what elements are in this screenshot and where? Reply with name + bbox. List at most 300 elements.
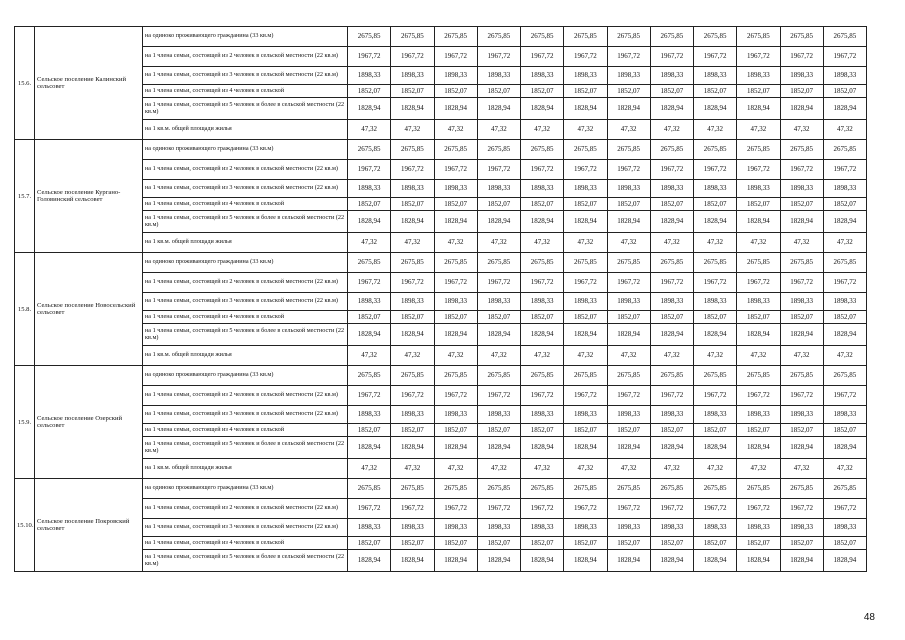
tariff-value-cell: 1898,33 bbox=[780, 406, 823, 424]
tariff-table-sheet bbox=[14, 26, 866, 572]
tariff-value-cell: 1852,07 bbox=[477, 198, 520, 211]
tariff-value-cell: 47,32 bbox=[737, 459, 780, 479]
tariff-value-cell: 1852,07 bbox=[650, 198, 693, 211]
tariff-value-cell: 1852,07 bbox=[650, 311, 693, 324]
tariff-value-cell: 1852,07 bbox=[391, 85, 434, 98]
tariff-value-cell: 47,32 bbox=[650, 233, 693, 253]
tariff-table bbox=[14, 26, 867, 572]
tariff-value-cell: 47,32 bbox=[737, 346, 780, 366]
tariff-value-cell: 1898,33 bbox=[650, 293, 693, 311]
tariff-value-cell: 2675,85 bbox=[477, 253, 520, 273]
tariff-value-cell: 1852,07 bbox=[607, 85, 650, 98]
tariff-value-cell: 1898,33 bbox=[391, 180, 434, 198]
tariff-value-cell: 47,32 bbox=[607, 233, 650, 253]
tariff-value-cell: 1967,72 bbox=[391, 499, 434, 519]
tariff-value-cell: 1898,33 bbox=[477, 180, 520, 198]
table-row bbox=[15, 366, 867, 386]
tariff-value-cell: 1852,07 bbox=[607, 537, 650, 550]
tariff-value-cell: 1967,72 bbox=[780, 47, 823, 67]
tariff-value-cell: 1852,07 bbox=[434, 537, 477, 550]
tariff-value-cell: 1967,72 bbox=[694, 386, 737, 406]
tariff-value-cell: 47,32 bbox=[521, 459, 564, 479]
tariff-value-cell: 1967,72 bbox=[434, 273, 477, 293]
tariff-value-cell: 2675,85 bbox=[737, 479, 780, 499]
tariff-value-cell: 1852,07 bbox=[348, 85, 391, 98]
category-description: на 1 члена семьи, состоящей из 3 человек в сельской местности (22 кв.м) bbox=[143, 67, 348, 85]
tariff-value-cell: 47,32 bbox=[823, 459, 866, 479]
tariff-value-cell: 1828,94 bbox=[780, 437, 823, 459]
page-number: 48 bbox=[863, 612, 875, 623]
tariff-value-cell: 2675,85 bbox=[780, 27, 823, 47]
tariff-value-cell: 1852,07 bbox=[737, 537, 780, 550]
tariff-value-cell: 47,32 bbox=[780, 120, 823, 140]
tariff-value-cell: 1898,33 bbox=[477, 406, 520, 424]
category-description: на 1 члена семьи, состоящей из 3 человек в сельской местности (22 кв.м) bbox=[143, 293, 348, 311]
tariff-value-cell: 2675,85 bbox=[434, 253, 477, 273]
tariff-value-cell: 1898,33 bbox=[564, 67, 607, 85]
tariff-value-cell: 1967,72 bbox=[391, 160, 434, 180]
tariff-value-cell: 1967,72 bbox=[564, 47, 607, 67]
tariff-value-cell: 1852,07 bbox=[694, 85, 737, 98]
tariff-value-cell: 1828,94 bbox=[434, 211, 477, 233]
tariff-value-cell: 1898,33 bbox=[650, 406, 693, 424]
tariff-value-cell: 1967,72 bbox=[650, 386, 693, 406]
category-description: на 1 члена семьи, состоящей из 2 человек в сельской местности (22 кв.м) bbox=[143, 160, 348, 180]
category-description: на 1 члена семьи, состоящей из 5 человек и более в сельской местности (22 кв.м) bbox=[143, 324, 348, 346]
tariff-value-cell: 1898,33 bbox=[564, 293, 607, 311]
tariff-value-cell: 1828,94 bbox=[564, 550, 607, 572]
tariff-value-cell: 1967,72 bbox=[694, 499, 737, 519]
category-description: на 1 члена семьи, состоящей из 2 человек в сельской местности (22 кв.м) bbox=[143, 386, 348, 406]
tariff-value-cell: 1967,72 bbox=[780, 160, 823, 180]
tariff-value-cell: 2675,85 bbox=[348, 27, 391, 47]
tariff-value-cell: 1967,72 bbox=[434, 160, 477, 180]
tariff-value-cell: 1828,94 bbox=[737, 550, 780, 572]
tariff-value-cell: 1828,94 bbox=[477, 437, 520, 459]
tariff-value-cell: 1967,72 bbox=[521, 47, 564, 67]
tariff-value-cell: 47,32 bbox=[521, 346, 564, 366]
tariff-value-cell: 1898,33 bbox=[780, 519, 823, 537]
tariff-value-cell: 2675,85 bbox=[650, 479, 693, 499]
tariff-value-cell: 1967,72 bbox=[391, 273, 434, 293]
settlement-name: Сельское поселение Покровский сельсовет bbox=[35, 479, 143, 572]
tariff-value-cell: 1898,33 bbox=[434, 519, 477, 537]
tariff-value-cell: 1828,94 bbox=[477, 550, 520, 572]
tariff-value-cell: 47,32 bbox=[348, 346, 391, 366]
tariff-value-cell: 1898,33 bbox=[823, 519, 866, 537]
tariff-value-cell: 1967,72 bbox=[564, 273, 607, 293]
tariff-value-cell: 47,32 bbox=[737, 120, 780, 140]
tariff-value-cell: 2675,85 bbox=[434, 140, 477, 160]
tariff-value-cell: 1898,33 bbox=[434, 180, 477, 198]
tariff-value-cell: 1898,33 bbox=[694, 293, 737, 311]
tariff-value-cell: 2675,85 bbox=[564, 27, 607, 47]
tariff-value-cell: 1852,07 bbox=[348, 311, 391, 324]
table-row bbox=[15, 120, 867, 140]
tariff-value-cell: 1852,07 bbox=[650, 424, 693, 437]
category-description: на 1 члена семьи, состоящей из 5 человек и более в сельской местности (22 кв.м) bbox=[143, 550, 348, 572]
tariff-value-cell: 1828,94 bbox=[694, 98, 737, 120]
tariff-value-cell: 1828,94 bbox=[434, 550, 477, 572]
tariff-value-cell: 2675,85 bbox=[521, 140, 564, 160]
tariff-value-cell: 1898,33 bbox=[477, 293, 520, 311]
tariff-value-cell: 2675,85 bbox=[477, 27, 520, 47]
tariff-value-cell: 1967,72 bbox=[477, 47, 520, 67]
category-description: на 1 члена семьи, состоящей из 5 человек и более в сельской местности (22 кв.м) bbox=[143, 98, 348, 120]
tariff-value-cell: 1967,72 bbox=[823, 160, 866, 180]
tariff-value-cell: 2675,85 bbox=[348, 140, 391, 160]
tariff-value-cell: 47,32 bbox=[348, 459, 391, 479]
tariff-value-cell: 1967,72 bbox=[823, 273, 866, 293]
tariff-value-cell: 47,32 bbox=[694, 346, 737, 366]
tariff-value-cell: 1852,07 bbox=[391, 537, 434, 550]
tariff-value-cell: 2675,85 bbox=[823, 27, 866, 47]
tariff-value-cell: 1852,07 bbox=[564, 311, 607, 324]
tariff-value-cell: 1967,72 bbox=[694, 273, 737, 293]
table-row bbox=[15, 459, 867, 479]
tariff-value-cell: 1828,94 bbox=[780, 211, 823, 233]
tariff-value-cell: 47,32 bbox=[434, 346, 477, 366]
tariff-value-cell: 1967,72 bbox=[737, 160, 780, 180]
tariff-value-cell: 1898,33 bbox=[780, 180, 823, 198]
settlement-code: 15.10. bbox=[15, 479, 35, 572]
tariff-value-cell: 1852,07 bbox=[477, 424, 520, 437]
tariff-value-cell: 2675,85 bbox=[823, 366, 866, 386]
tariff-value-cell: 1898,33 bbox=[607, 180, 650, 198]
category-description: на 1 кв.м. общей площади жилья bbox=[143, 120, 348, 140]
category-description: на 1 члена семьи, состоящей из 5 человек и более в сельской местности (22 кв.м) bbox=[143, 437, 348, 459]
table-row bbox=[15, 180, 867, 198]
category-description: на одиноко проживающего гражданина (33 кв.м) bbox=[143, 366, 348, 386]
tariff-value-cell: 47,32 bbox=[694, 120, 737, 140]
tariff-value-cell: 2675,85 bbox=[694, 253, 737, 273]
tariff-value-cell: 1898,33 bbox=[348, 180, 391, 198]
tariff-value-cell: 2675,85 bbox=[391, 27, 434, 47]
table-row bbox=[15, 160, 867, 180]
tariff-value-cell: 1828,94 bbox=[434, 324, 477, 346]
tariff-value-cell: 2675,85 bbox=[564, 479, 607, 499]
tariff-value-cell: 1852,07 bbox=[477, 537, 520, 550]
tariff-value-cell: 47,32 bbox=[348, 233, 391, 253]
tariff-value-cell: 1852,07 bbox=[477, 311, 520, 324]
tariff-value-cell: 1967,72 bbox=[434, 386, 477, 406]
tariff-value-cell: 1828,94 bbox=[564, 324, 607, 346]
category-description: на 1 кв.м. общей площади жилья bbox=[143, 459, 348, 479]
tariff-value-cell: 1852,07 bbox=[780, 198, 823, 211]
tariff-value-cell: 1898,33 bbox=[521, 293, 564, 311]
tariff-value-cell: 1828,94 bbox=[780, 324, 823, 346]
category-description: на 1 члена семьи, состоящей из 5 человек и более в сельской местности (22 кв.м) bbox=[143, 211, 348, 233]
settlement-name: Сельское поселение Новосельский сельсовет bbox=[35, 253, 143, 366]
tariff-value-cell: 1828,94 bbox=[694, 324, 737, 346]
tariff-value-cell: 2675,85 bbox=[780, 479, 823, 499]
tariff-value-cell: 1967,72 bbox=[737, 47, 780, 67]
tariff-value-cell: 1967,72 bbox=[780, 273, 823, 293]
tariff-value-cell: 1967,72 bbox=[607, 160, 650, 180]
tariff-value-cell: 47,32 bbox=[521, 120, 564, 140]
tariff-value-cell: 2675,85 bbox=[391, 253, 434, 273]
tariff-value-cell: 1898,33 bbox=[650, 519, 693, 537]
tariff-value-cell: 1967,72 bbox=[650, 499, 693, 519]
tariff-value-cell: 1898,33 bbox=[607, 406, 650, 424]
tariff-value-cell: 1898,33 bbox=[477, 519, 520, 537]
tariff-value-cell: 1852,07 bbox=[564, 424, 607, 437]
tariff-value-cell: 1967,72 bbox=[477, 499, 520, 519]
tariff-value-cell: 1967,72 bbox=[348, 499, 391, 519]
tariff-value-cell: 2675,85 bbox=[650, 27, 693, 47]
tariff-value-cell: 1852,07 bbox=[823, 424, 866, 437]
category-description: на 1 члена семьи, состоящей из 2 человек в сельской местности (22 кв.м) bbox=[143, 273, 348, 293]
tariff-value-cell: 1967,72 bbox=[823, 499, 866, 519]
tariff-value-cell: 1852,07 bbox=[348, 198, 391, 211]
tariff-value-cell: 1828,94 bbox=[650, 98, 693, 120]
tariff-value-cell: 1898,33 bbox=[391, 67, 434, 85]
tariff-value-cell: 2675,85 bbox=[521, 27, 564, 47]
tariff-value-cell: 1967,72 bbox=[607, 47, 650, 67]
category-description: на 1 члена семьи, состоящей из 4 человек в сельской bbox=[143, 198, 348, 211]
tariff-value-cell: 1828,94 bbox=[521, 324, 564, 346]
tariff-value-cell: 2675,85 bbox=[737, 366, 780, 386]
tariff-value-cell: 1898,33 bbox=[564, 180, 607, 198]
tariff-value-cell: 1967,72 bbox=[607, 386, 650, 406]
tariff-value-cell: 1852,07 bbox=[737, 85, 780, 98]
table-row bbox=[15, 140, 867, 160]
table-row bbox=[15, 273, 867, 293]
tariff-value-cell: 1898,33 bbox=[650, 180, 693, 198]
category-description: на одиноко проживающего гражданина (33 кв.м) bbox=[143, 479, 348, 499]
tariff-value-cell: 1852,07 bbox=[737, 311, 780, 324]
tariff-value-cell: 1828,94 bbox=[477, 211, 520, 233]
tariff-value-cell: 1967,72 bbox=[780, 499, 823, 519]
tariff-value-cell: 1898,33 bbox=[780, 67, 823, 85]
tariff-value-cell: 1898,33 bbox=[737, 67, 780, 85]
tariff-value-cell: 1852,07 bbox=[391, 311, 434, 324]
table-row bbox=[15, 424, 867, 437]
tariff-value-cell: 1852,07 bbox=[823, 311, 866, 324]
tariff-value-cell: 1852,07 bbox=[434, 198, 477, 211]
table-row bbox=[15, 98, 867, 120]
tariff-value-cell: 1852,07 bbox=[823, 85, 866, 98]
tariff-value-cell: 1828,94 bbox=[434, 437, 477, 459]
tariff-value-cell: 2675,85 bbox=[391, 479, 434, 499]
tariff-value-cell: 1967,72 bbox=[823, 47, 866, 67]
tariff-value-cell: 2675,85 bbox=[737, 253, 780, 273]
tariff-value-cell: 1898,33 bbox=[823, 180, 866, 198]
settlement-code: 15.7. bbox=[15, 140, 35, 253]
category-description: на 1 члена семьи, состоящей из 4 человек в сельской bbox=[143, 537, 348, 550]
table-row bbox=[15, 324, 867, 346]
tariff-value-cell: 2675,85 bbox=[650, 140, 693, 160]
settlement-name: Сельское поселение Озерский сельсовет bbox=[35, 366, 143, 479]
tariff-value-cell: 1967,72 bbox=[650, 47, 693, 67]
tariff-value-cell: 1828,94 bbox=[391, 550, 434, 572]
tariff-value-cell: 1852,07 bbox=[650, 85, 693, 98]
tariff-value-cell: 1898,33 bbox=[737, 293, 780, 311]
category-description: на 1 кв.м. общей площади жилья bbox=[143, 233, 348, 253]
tariff-value-cell: 1967,72 bbox=[434, 499, 477, 519]
table-row bbox=[15, 211, 867, 233]
category-description: на 1 члена семьи, состоящей из 4 человек в сельской bbox=[143, 85, 348, 98]
table-row bbox=[15, 85, 867, 98]
tariff-value-cell: 1967,72 bbox=[477, 386, 520, 406]
tariff-value-cell: 2675,85 bbox=[564, 253, 607, 273]
tariff-value-cell: 1898,33 bbox=[434, 67, 477, 85]
tariff-value-cell: 1852,07 bbox=[521, 85, 564, 98]
tariff-value-cell: 1852,07 bbox=[477, 85, 520, 98]
tariff-value-cell: 1898,33 bbox=[737, 180, 780, 198]
tariff-value-cell: 1828,94 bbox=[823, 98, 866, 120]
tariff-value-cell: 1967,72 bbox=[564, 499, 607, 519]
category-description: на 1 члена семьи, состоящей из 2 человек в сельской местности (22 кв.м) bbox=[143, 499, 348, 519]
settlement-name: Сельское поселение Калинский сельсовет bbox=[35, 27, 143, 140]
tariff-value-cell: 1898,33 bbox=[434, 293, 477, 311]
tariff-value-cell: 2675,85 bbox=[694, 479, 737, 499]
tariff-value-cell: 1828,94 bbox=[607, 437, 650, 459]
tariff-value-cell: 47,32 bbox=[780, 459, 823, 479]
tariff-value-cell: 1898,33 bbox=[823, 406, 866, 424]
table-row bbox=[15, 499, 867, 519]
tariff-value-cell: 1828,94 bbox=[391, 98, 434, 120]
tariff-value-cell: 1967,72 bbox=[521, 273, 564, 293]
tariff-value-cell: 1828,94 bbox=[737, 98, 780, 120]
tariff-value-cell: 1898,33 bbox=[694, 406, 737, 424]
tariff-value-cell: 1852,07 bbox=[780, 424, 823, 437]
tariff-value-cell: 2675,85 bbox=[477, 140, 520, 160]
tariff-value-cell: 47,32 bbox=[391, 459, 434, 479]
tariff-value-cell: 1967,72 bbox=[737, 386, 780, 406]
tariff-value-cell: 2675,85 bbox=[780, 140, 823, 160]
tariff-value-cell: 47,32 bbox=[694, 459, 737, 479]
tariff-value-cell: 2675,85 bbox=[737, 27, 780, 47]
table-row bbox=[15, 47, 867, 67]
tariff-value-cell: 47,32 bbox=[391, 233, 434, 253]
tariff-value-cell: 1967,72 bbox=[694, 160, 737, 180]
tariff-value-cell: 1967,72 bbox=[521, 160, 564, 180]
tariff-value-cell: 1898,33 bbox=[737, 519, 780, 537]
tariff-value-cell: 2675,85 bbox=[780, 253, 823, 273]
tariff-value-cell: 1828,94 bbox=[737, 437, 780, 459]
tariff-value-cell: 1898,33 bbox=[521, 67, 564, 85]
tariff-value-cell: 1828,94 bbox=[607, 98, 650, 120]
tariff-value-cell: 1828,94 bbox=[521, 437, 564, 459]
tariff-value-cell: 1967,72 bbox=[477, 273, 520, 293]
tariff-value-cell: 2675,85 bbox=[348, 479, 391, 499]
tariff-value-cell: 1967,72 bbox=[650, 273, 693, 293]
tariff-value-cell: 1898,33 bbox=[434, 406, 477, 424]
tariff-value-cell: 1852,07 bbox=[823, 537, 866, 550]
tariff-value-cell: 1828,94 bbox=[348, 550, 391, 572]
tariff-value-cell: 2675,85 bbox=[694, 27, 737, 47]
tariff-value-cell: 1852,07 bbox=[780, 311, 823, 324]
tariff-value-cell: 2675,85 bbox=[391, 140, 434, 160]
tariff-value-cell: 2675,85 bbox=[737, 140, 780, 160]
tariff-value-cell: 47,32 bbox=[780, 233, 823, 253]
tariff-value-cell: 1828,94 bbox=[694, 437, 737, 459]
tariff-value-cell: 47,32 bbox=[780, 346, 823, 366]
category-description: на 1 члена семьи, состоящей из 3 человек в сельской местности (22 кв.м) bbox=[143, 519, 348, 537]
tariff-value-cell: 1828,94 bbox=[607, 550, 650, 572]
tariff-value-cell: 2675,85 bbox=[348, 253, 391, 273]
tariff-value-cell: 1898,33 bbox=[694, 180, 737, 198]
tariff-value-cell: 1967,72 bbox=[737, 499, 780, 519]
tariff-value-cell: 2675,85 bbox=[650, 253, 693, 273]
category-description: на 1 члена семьи, состоящей из 3 человек в сельской местности (22 кв.м) bbox=[143, 406, 348, 424]
tariff-value-cell: 1967,72 bbox=[780, 386, 823, 406]
tariff-value-cell: 1967,72 bbox=[521, 386, 564, 406]
tariff-value-cell: 47,32 bbox=[564, 459, 607, 479]
tariff-value-cell: 2675,85 bbox=[607, 479, 650, 499]
tariff-value-cell: 1828,94 bbox=[564, 211, 607, 233]
table-row bbox=[15, 437, 867, 459]
table-row bbox=[15, 27, 867, 47]
tariff-value-cell: 47,32 bbox=[477, 459, 520, 479]
tariff-value-cell: 1828,94 bbox=[780, 550, 823, 572]
tariff-value-cell: 1828,94 bbox=[650, 324, 693, 346]
tariff-value-cell: 47,32 bbox=[391, 346, 434, 366]
tariff-value-cell: 47,32 bbox=[650, 459, 693, 479]
tariff-value-cell: 1828,94 bbox=[348, 324, 391, 346]
tariff-value-cell: 1852,07 bbox=[694, 537, 737, 550]
tariff-value-cell: 1898,33 bbox=[391, 519, 434, 537]
tariff-value-cell: 1898,33 bbox=[521, 180, 564, 198]
tariff-value-cell: 2675,85 bbox=[564, 366, 607, 386]
tariff-value-cell: 1898,33 bbox=[607, 519, 650, 537]
tariff-value-cell: 1852,07 bbox=[823, 198, 866, 211]
tariff-value-cell: 1852,07 bbox=[564, 537, 607, 550]
tariff-value-cell: 1898,33 bbox=[348, 406, 391, 424]
tariff-value-cell: 47,32 bbox=[521, 233, 564, 253]
category-description: на 1 члена семьи, состоящей из 3 человек в сельской местности (22 кв.м) bbox=[143, 180, 348, 198]
tariff-value-cell: 2675,85 bbox=[780, 366, 823, 386]
tariff-value-cell: 1898,33 bbox=[607, 293, 650, 311]
settlement-code: 15.9. bbox=[15, 366, 35, 479]
tariff-value-cell: 2675,85 bbox=[434, 366, 477, 386]
tariff-value-cell: 1852,07 bbox=[434, 311, 477, 324]
settlement-name: Сельское поселение Кургано-Головинский сельсовет bbox=[35, 140, 143, 253]
tariff-value-cell: 2675,85 bbox=[434, 27, 477, 47]
tariff-value-cell: 1898,33 bbox=[477, 67, 520, 85]
tariff-value-cell: 1898,33 bbox=[391, 293, 434, 311]
tariff-value-cell: 2675,85 bbox=[391, 366, 434, 386]
tariff-value-cell: 1852,07 bbox=[650, 537, 693, 550]
tariff-value-cell: 1967,72 bbox=[737, 273, 780, 293]
tariff-value-cell: 47,32 bbox=[477, 120, 520, 140]
tariff-value-cell: 1967,72 bbox=[564, 160, 607, 180]
tariff-value-cell: 2675,85 bbox=[521, 366, 564, 386]
tariff-value-cell: 1828,94 bbox=[607, 211, 650, 233]
tariff-value-cell: 47,32 bbox=[650, 120, 693, 140]
tariff-value-cell: 1828,94 bbox=[823, 437, 866, 459]
table-row bbox=[15, 233, 867, 253]
tariff-value-cell: 1898,33 bbox=[348, 293, 391, 311]
tariff-value-cell: 1828,94 bbox=[780, 98, 823, 120]
tariff-value-cell: 1852,07 bbox=[607, 424, 650, 437]
tariff-value-cell: 1828,94 bbox=[650, 437, 693, 459]
tariff-value-cell: 1898,33 bbox=[737, 406, 780, 424]
tariff-value-cell: 1967,72 bbox=[694, 47, 737, 67]
tariff-value-cell: 1828,94 bbox=[737, 211, 780, 233]
tariff-value-cell: 1852,07 bbox=[434, 85, 477, 98]
tariff-value-cell: 1828,94 bbox=[521, 550, 564, 572]
table-row bbox=[15, 67, 867, 85]
tariff-value-cell: 1852,07 bbox=[348, 537, 391, 550]
tariff-value-cell: 1898,33 bbox=[823, 67, 866, 85]
category-description: на 1 члена семьи, состоящей из 4 человек в сельской bbox=[143, 424, 348, 437]
tariff-value-cell: 47,32 bbox=[348, 120, 391, 140]
tariff-value-cell: 1967,72 bbox=[391, 386, 434, 406]
tariff-value-cell: 2675,85 bbox=[607, 27, 650, 47]
tariff-table-body bbox=[15, 27, 867, 572]
